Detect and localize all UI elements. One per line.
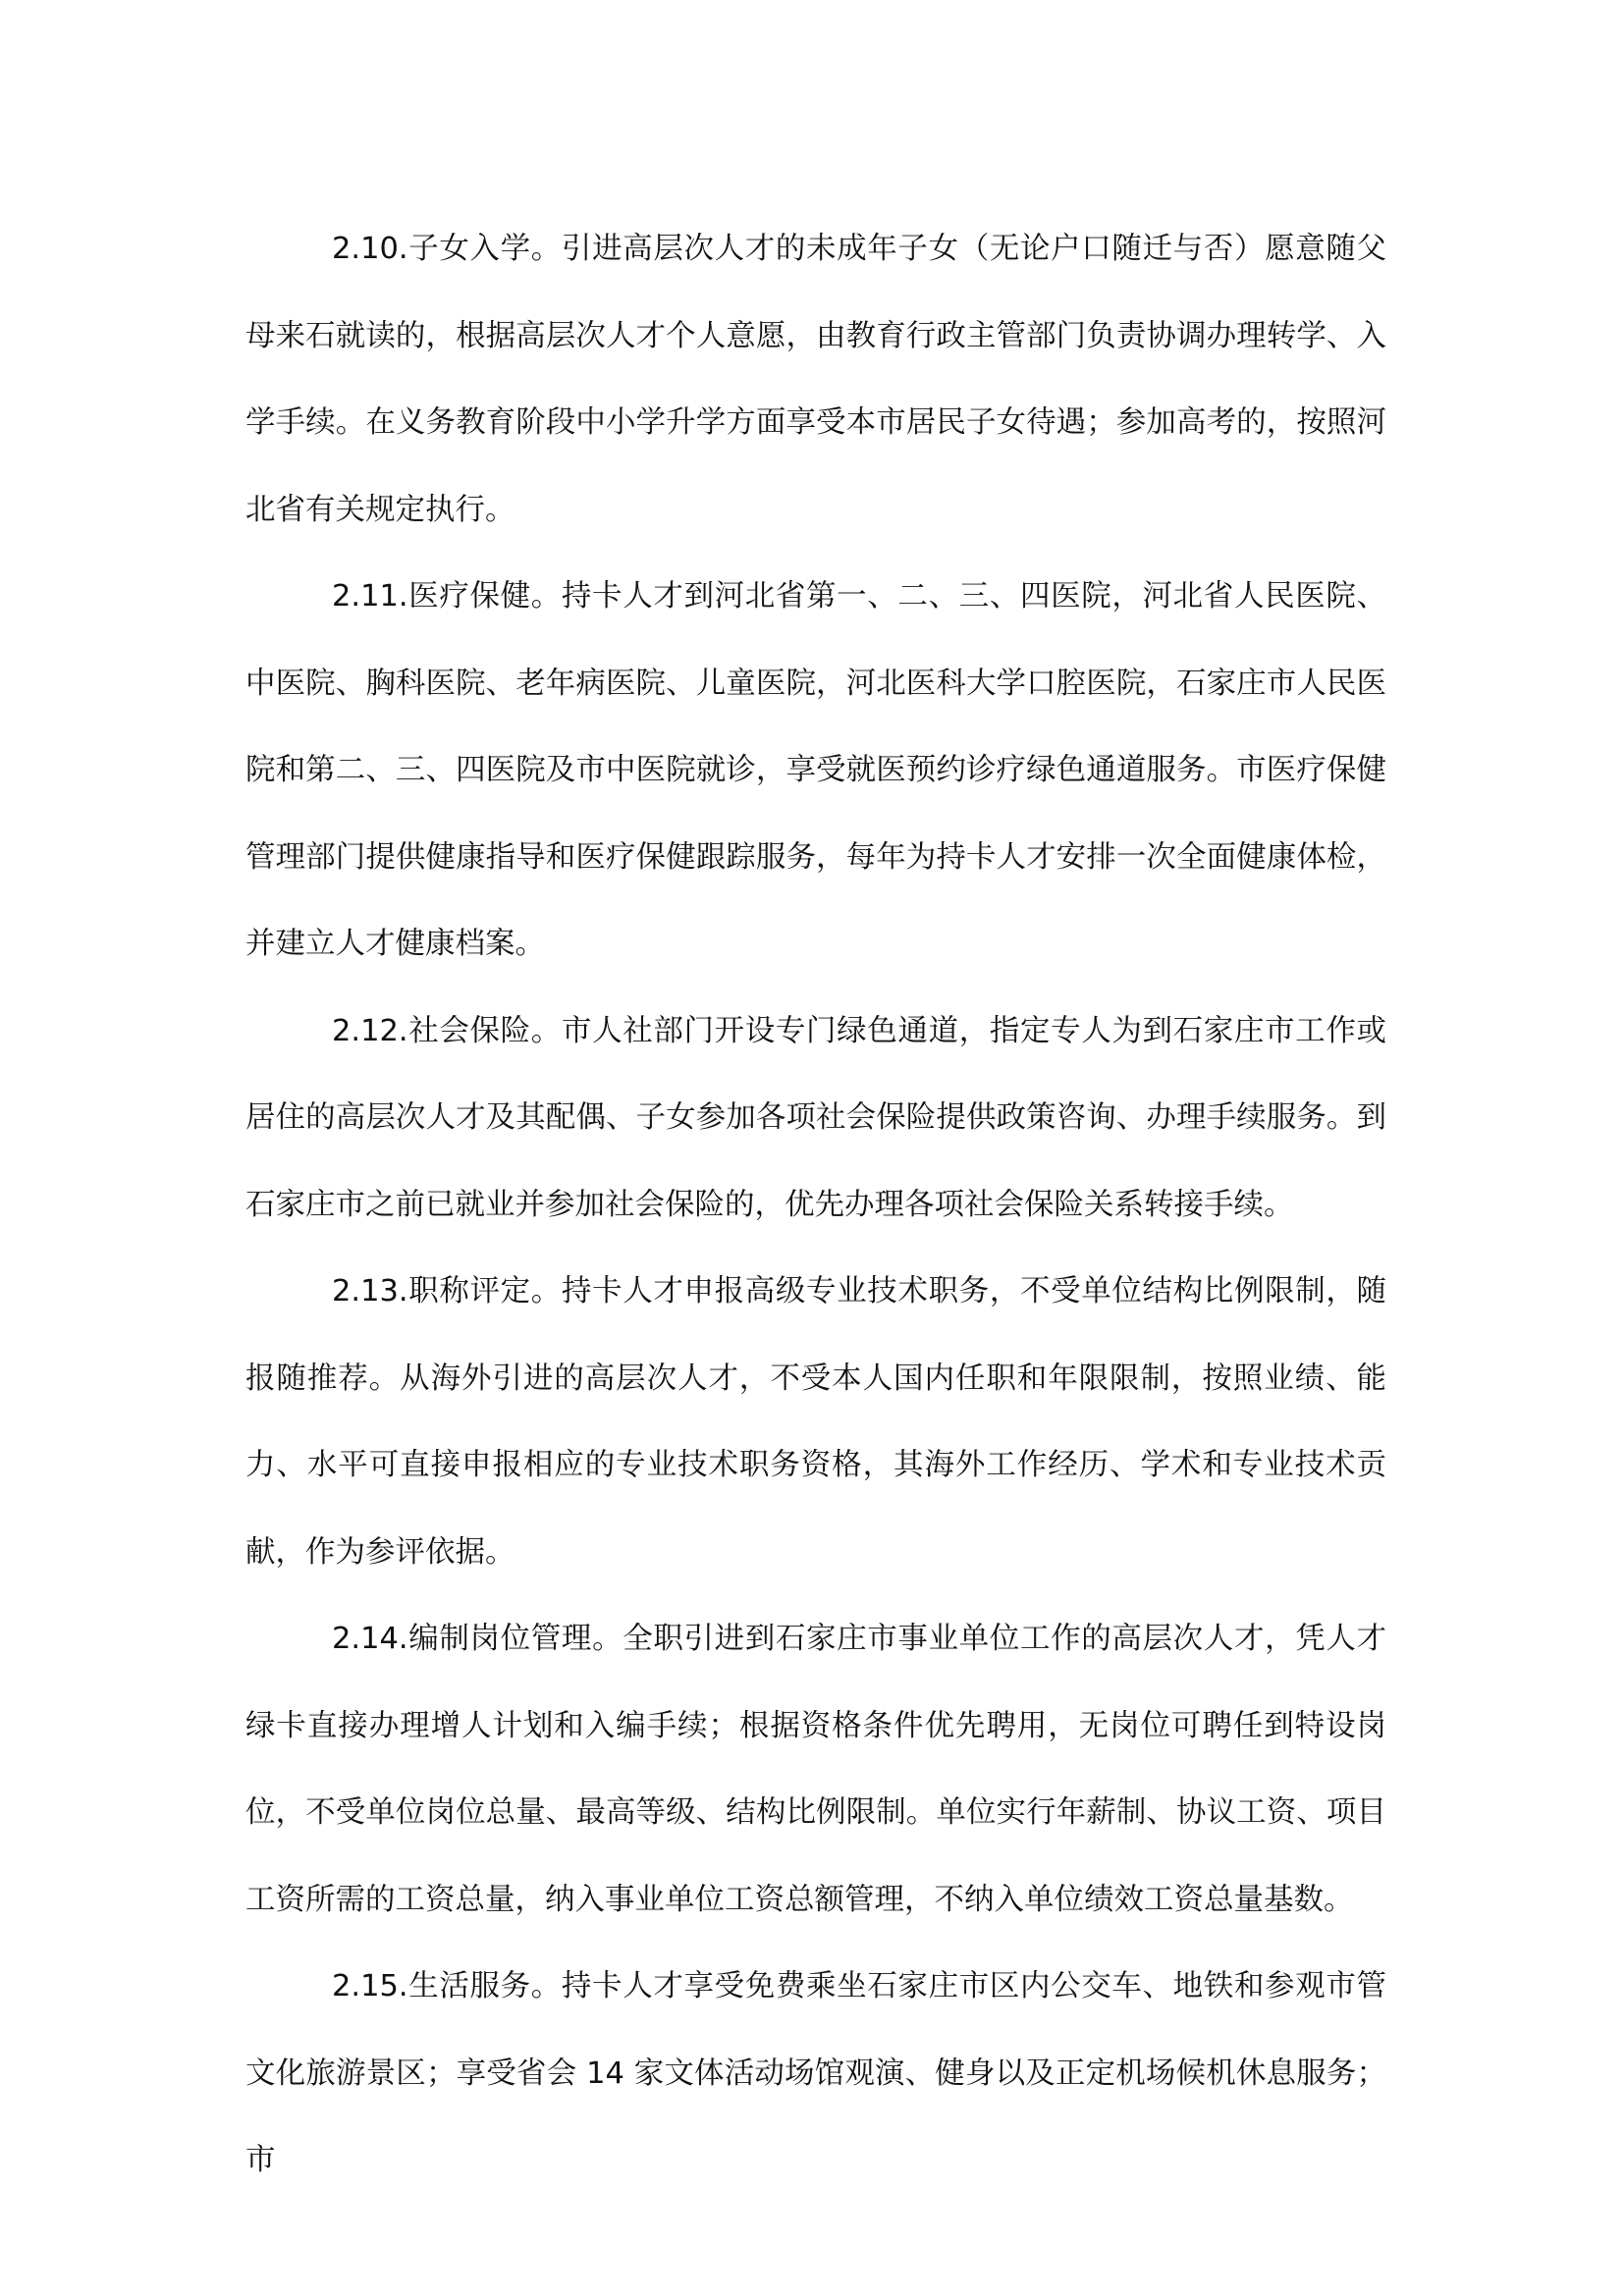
document-body bbox=[245, 206, 1386, 2205]
paragraph-title-evaluation: 2.13.职称评定。持卡人才申报高级专业技术职务，不受单位结构比例限制，随报随推荐。从海外引进的高层次人才，不受本人国内任职和年限限制，按照业绩、能力、水平可直接申报相应的专业技术职务资格，其海外工作经历、学术和专业技术贡献，作为参评依据。 bbox=[245, 1274, 1386, 1570]
paragraph-life-services: 2.15.生活服务。持卡人才享受免费乘坐石家庄市区内公交车、地铁和参观市管文化旅游景区；享受省会 14 家文体活动场馆观演、健身以及正定机场候机休息服务；市 bbox=[245, 1969, 1386, 2177]
paragraph-staffing-management: 2.14.编制岗位管理。全职引进到石家庄市事业单位工作的高层次人才，凭人才绿卡直接办理增人计划和入编手续；根据资格条件优先聘用，无岗位可聘任到特设岗位，不受单位岗位总量、最高等级、结构比例限制。单位实行年薪制、协议工资、项目工资所需的工资总量，纳入事业单位工资总额管理，不纳入单位绩效工资总量基数。 bbox=[245, 1622, 1386, 1917]
paragraph-children-enrollment: 2.10.子女入学。引进高层次人才的未成年子女（无论户口随迁与否）愿意随父母来石就读的，根据高层次人才个人意愿，由教育行政主管部门负责协调办理转学、入学手续。在义务教育阶段中小学升学方面享受本市居民子女待遇；参加高考的，按照河北省有关规定执行。 bbox=[245, 232, 1386, 527]
paragraph-medical-care: 2.11.医疗保健。持卡人才到河北省第一、二、三、四医院，河北省人民医院、中医院、胸科医院、老年病医院、儿童医院，河北医科大学口腔医院，石家庄市人民医院和第二、三、四医院及市中医院就诊，享受就医预约诊疗绿色通道服务。市医疗保健管理部门提供健康指导和医疗保健跟踪服务，每年为持卡人才安排一次全面健康体检，并建立人才健康档案。 bbox=[245, 579, 1386, 961]
paragraph-social-insurance: 2.12.社会保险。市人社部门开设专门绿色通道，指定专人为到石家庄市工作或居住的高层次人才及其配偶、子女参加各项社会保险提供政策咨询、办理手续服务。到石家庄市之前已就业并参加社会保险的，优先办理各项社会保险关系转接手续。 bbox=[245, 1013, 1386, 1222]
